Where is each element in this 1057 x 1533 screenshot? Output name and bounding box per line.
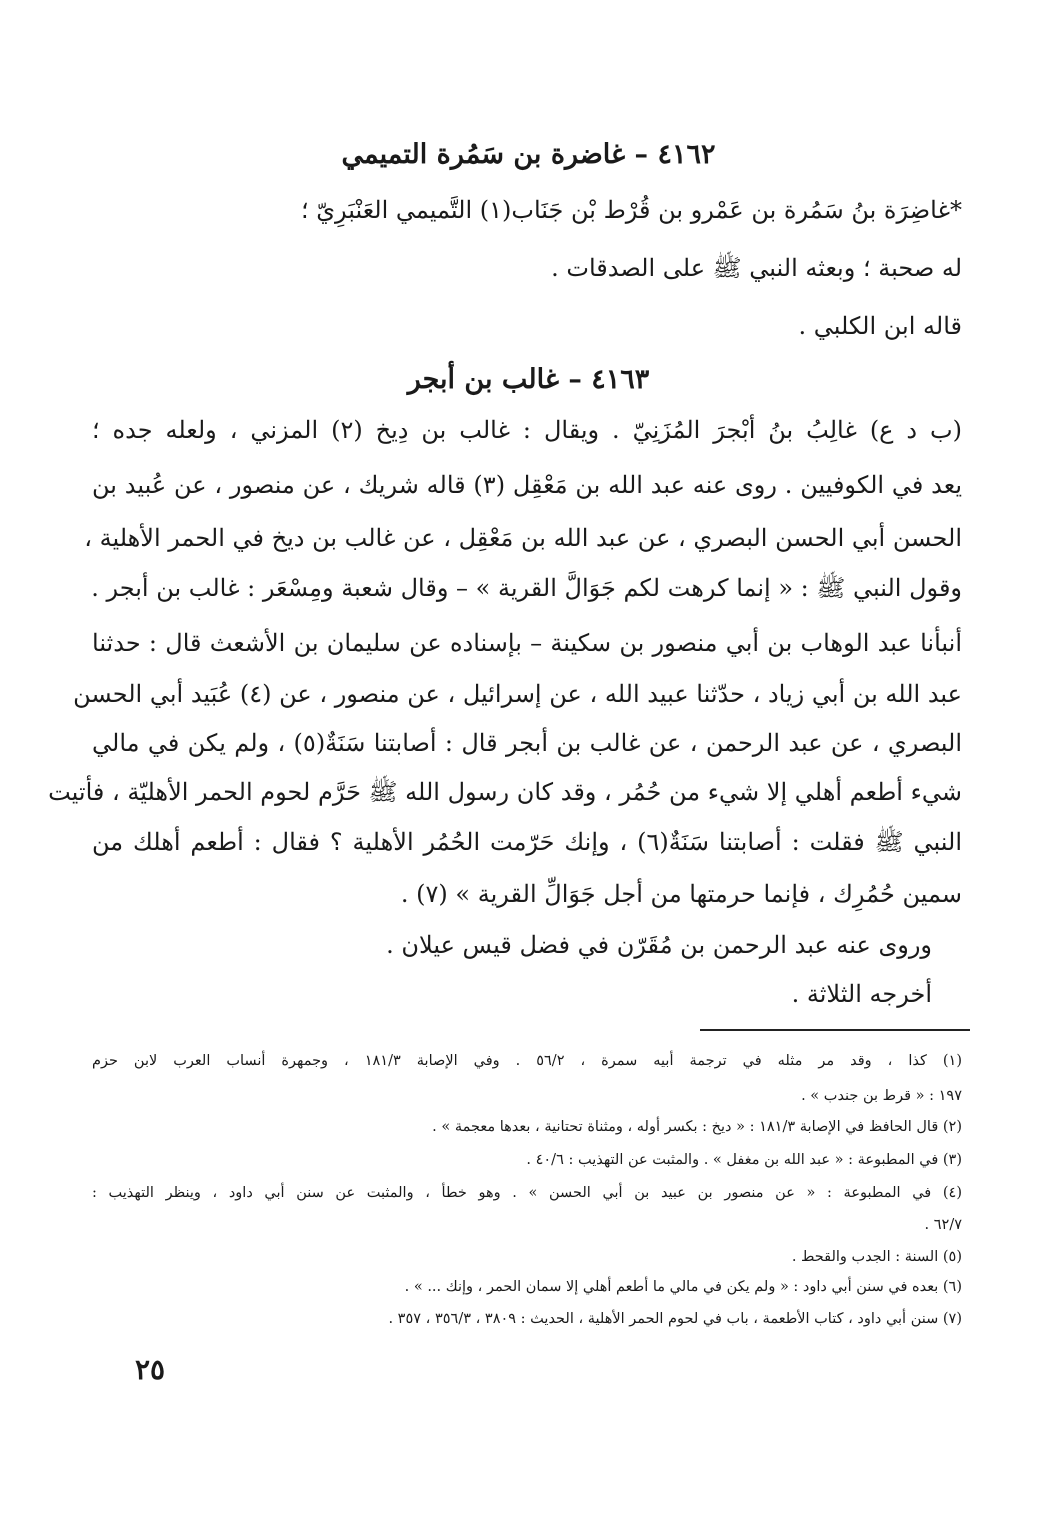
entry-text-line: الحسن أبي الحسن البصري ، عن عبد الله بن مَعْقِل ، عن غالب بن ديخ في الحمر الأهلية ، — [84, 524, 962, 552]
entry-text-line: سمين حُمُرِك ، فإنما حرمتها من أجل جَوَالِّ القرية » (٧) . — [400, 880, 962, 908]
footnote-line: (٣) في المطبوعة : « عبد الله بن مغفل » . والمثبت عن التهذيب : ٤٠/٦ . — [526, 1152, 962, 1168]
entry-text-line: له صحبة ؛ وبعثه النبي ﷺ على الصدقات . — [551, 254, 962, 282]
entry-text-line: أنبأنا عبد الوهاب بن أبي منصور بن سكينة – بإسناده عن سليمان بن الأشعث قال : حدثنا — [92, 629, 962, 657]
entry-text-line: وقول النبي ﷺ : « إنما كرهت لكم جَوَالَّ القرية » – وقال شعبة ومِسْعَر : غالب بن أبجر . — [91, 574, 962, 602]
footnote-line: (٥) السنة : الجدب والقحط . — [791, 1249, 962, 1265]
entry-text-line: البصري ، عن عبد الرحمن ، عن غالب بن أبجر قال : أصابتنا سَنَةٌ(٥) ، ولم يكن في مالي — [92, 729, 962, 757]
entry-heading: ٤١٦٢ – غاضرة بن سَمُرة التميمي — [341, 139, 716, 170]
footnote-line: (١) كذا ، وقد مر مثله في ترجمة أبيه سمرة ، ٥٦/٢ . وفي الإصابة ١٨١/٣ ، وجمهرة أنساب العرب لابن حزم — [92, 1053, 962, 1069]
entry-text-line: وروى عنه عبد الرحمن بن مُقَرّن في فضل قيس عيلان . — [386, 931, 932, 959]
entry-text-line: النبي ﷺ فقلت : أصابتنا سَنَةٌ(٦) ، وإنك حَرّمت الحُمُر الأهلية ؟ فقال : أطعم أهلك من — [92, 828, 962, 856]
entry-text-line: يعد في الكوفيين . روى عنه عبد الله بن مَعْقِل (٣) قاله شريك ، عن منصور ، عن عُبيد بن — [92, 471, 962, 499]
entry-text-line: قاله ابن الكلبي . — [798, 312, 962, 340]
entry-text-line: أخرجه الثلاثة . — [791, 980, 932, 1008]
footnote-line: (٤) في المطبوعة : « عن منصور بن عبيد بن أبي الحسن » . وهو خطأ ، والمثبت عن سنن أبي داود ، وينظر التهذيب : — [92, 1185, 962, 1201]
footnote-line: (٧) سنن أبي داود ، كتاب الأطعمة ، باب في لحوم الحمر الأهلية ، الحديث : ٣٨٠٩ ، ٣٥٦/٣ ، ٣٥٧ . — [388, 1311, 962, 1327]
entry-heading: ٤١٦٣ – غالب بن أبجر — [407, 364, 650, 395]
footnote-line: (٢) قال الحافظ في الإصابة ١٨١/٣ : « ديخ : بكسر أوله ، ومثناة تحتانية ، بعدها معجمة » . — [432, 1119, 962, 1135]
footnote-line: (٦) بعده في سنن أبي داود : « ولم يكن في مالي ما أطعم أهلي إلا سمان الحمر ، وإنك ... » . — [404, 1279, 962, 1295]
footnote-line: ١٩٧ : « قرط بن جندب » . — [801, 1088, 962, 1104]
entry-text-line: *غاضِرَة بنُ سَمُرة بن عَمْرو بن قُرْط بْن جَنَاب(١) التَّميمي العَنْبَرِيّ ؛ — [300, 196, 962, 224]
footnote-line: ٦٢/٧ . — [924, 1217, 962, 1233]
entry-text-line: شيء أطعم أهلي إلا شيء من حُمُر ، وقد كان رسول الله ﷺ حَرَّم لحوم الحمر الأهليّة ، فأتيت — [48, 778, 962, 806]
entry-text-line: عبد الله بن أبي زياد ، حدّثنا عبيد الله ، عن إسرائيل ، عن منصور ، عن (٤) عُبَيد أبي الحسن — [73, 680, 962, 708]
page-number: ٢٥ — [135, 1353, 166, 1386]
entry-text-line: (ب د ع) غالِبُ بنُ أبْجرَ المُزَنِيّ . ويقال : غالب بن دِيخ (٢) المزني ، ولعله جده ؛ — [92, 416, 962, 444]
footnote-divider — [700, 1029, 970, 1031]
